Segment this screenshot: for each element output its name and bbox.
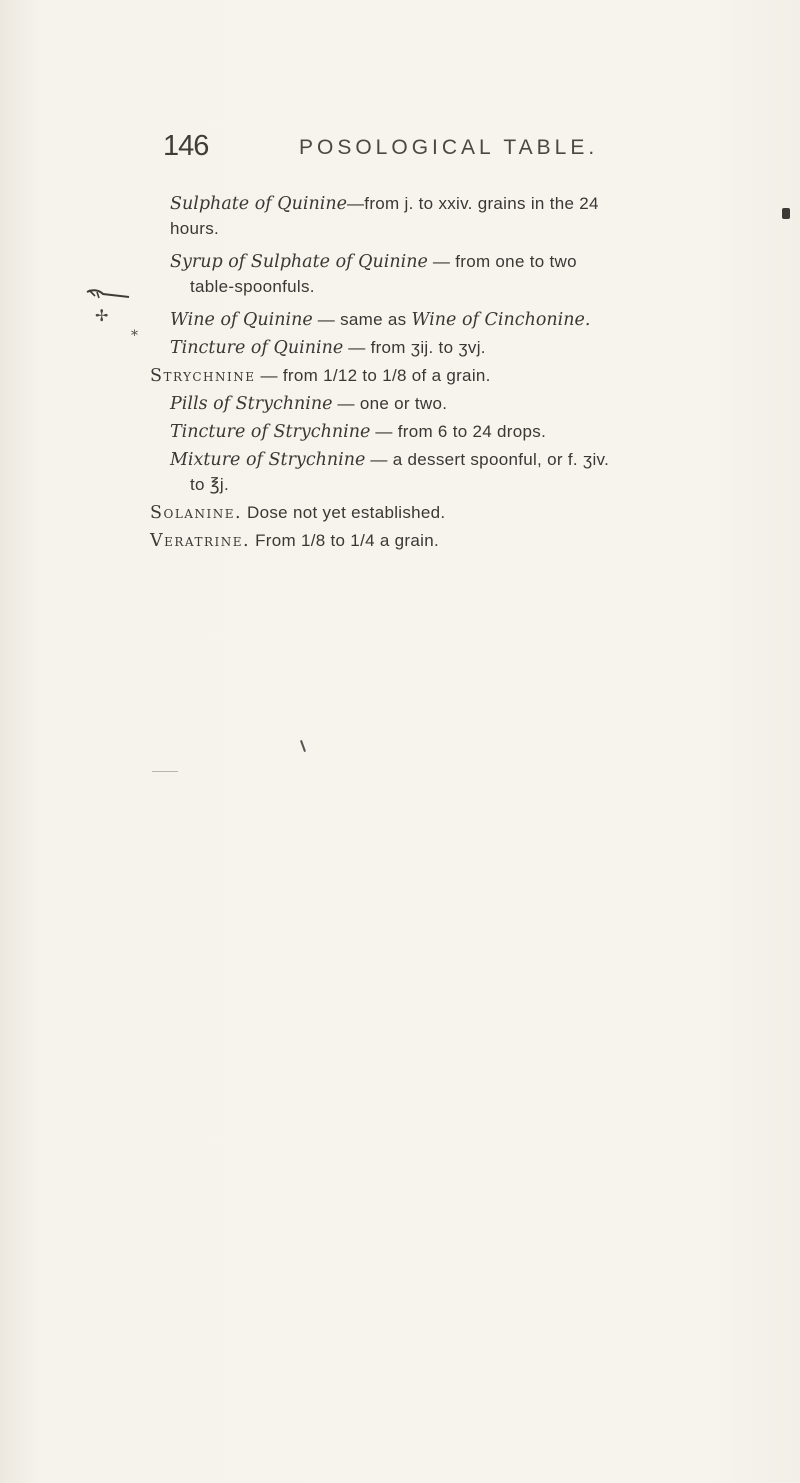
- entry-term: Mixture of Strychnine: [170, 450, 366, 470]
- entry-dose: Dose not yet established.: [242, 503, 446, 522]
- margin-ink-spot: [782, 208, 790, 219]
- margin-mark-asterisk: *: [131, 328, 138, 344]
- entry-dose: — same as: [312, 310, 412, 329]
- entry-dose: — from 1/12 to 1/8 of a grain.: [255, 366, 491, 385]
- entry-dose: From 1/8 to 1/4 a grain.: [250, 531, 439, 550]
- entry-veratrine: [150, 530, 770, 552]
- entry-dose: hours.: [170, 219, 220, 238]
- entry-term: Wine of Quinine: [170, 310, 313, 330]
- entry-dose: — a dessert spoonful, or f. ʒiv.: [365, 450, 610, 469]
- entry-strychnine: [150, 365, 770, 387]
- entry-term: Solanine.: [150, 503, 243, 523]
- entry-tincture-of-quinine: [150, 337, 770, 359]
- page-header: [163, 130, 763, 174]
- entry-continuation: [150, 474, 770, 496]
- running-head: POSOLOGICAL TABLE.: [299, 136, 599, 159]
- entry-term: Strychnine: [150, 366, 256, 386]
- entry-continuation: [150, 218, 770, 240]
- margin-pointer-mark: [85, 288, 135, 302]
- margin-mark-cross: ✢: [95, 306, 109, 325]
- stray-line-mark: [152, 771, 178, 772]
- posological-entries: [150, 193, 770, 551]
- entry-term: Sulphate of Quinine: [170, 194, 347, 214]
- entry-solanine: [150, 502, 770, 524]
- entry-dose: to ℥j.: [190, 475, 230, 494]
- entry-sulphate-of-quinine: [150, 193, 770, 215]
- entry-term: Syrup of Sulphate of Quinine: [170, 252, 428, 272]
- entry-mixture-of-strychnine: [150, 449, 770, 471]
- entry-pills-of-strychnine: [150, 393, 770, 415]
- entry-wine-of-quinine: [150, 309, 770, 331]
- entry-tincture-of-strychnine: [150, 421, 770, 443]
- page-number: 146: [163, 130, 209, 162]
- entry-dose: —from j. to xxiv. grains in the 24: [347, 194, 599, 213]
- entry-term: Tincture of Quinine: [170, 338, 344, 358]
- entry-dose: — from 6 to 24 drops.: [370, 422, 547, 441]
- entry-dose: — from one to two: [427, 252, 577, 271]
- entry-dose: table-spoonfuls.: [190, 277, 315, 296]
- entry-term-reference: Wine of Cinchonine.: [411, 310, 591, 330]
- entry-term: Pills of Strychnine: [170, 394, 333, 414]
- entry-continuation: [150, 276, 770, 298]
- entry-term: Veratrine.: [150, 531, 251, 551]
- entry-syrup-of-sulphate-of-quinine: [150, 251, 770, 273]
- entry-dose: — from ʒij. to ʒvj.: [343, 338, 486, 357]
- entry-term: Tincture of Strychnine: [170, 422, 371, 442]
- entry-dose: — one or two.: [332, 394, 448, 413]
